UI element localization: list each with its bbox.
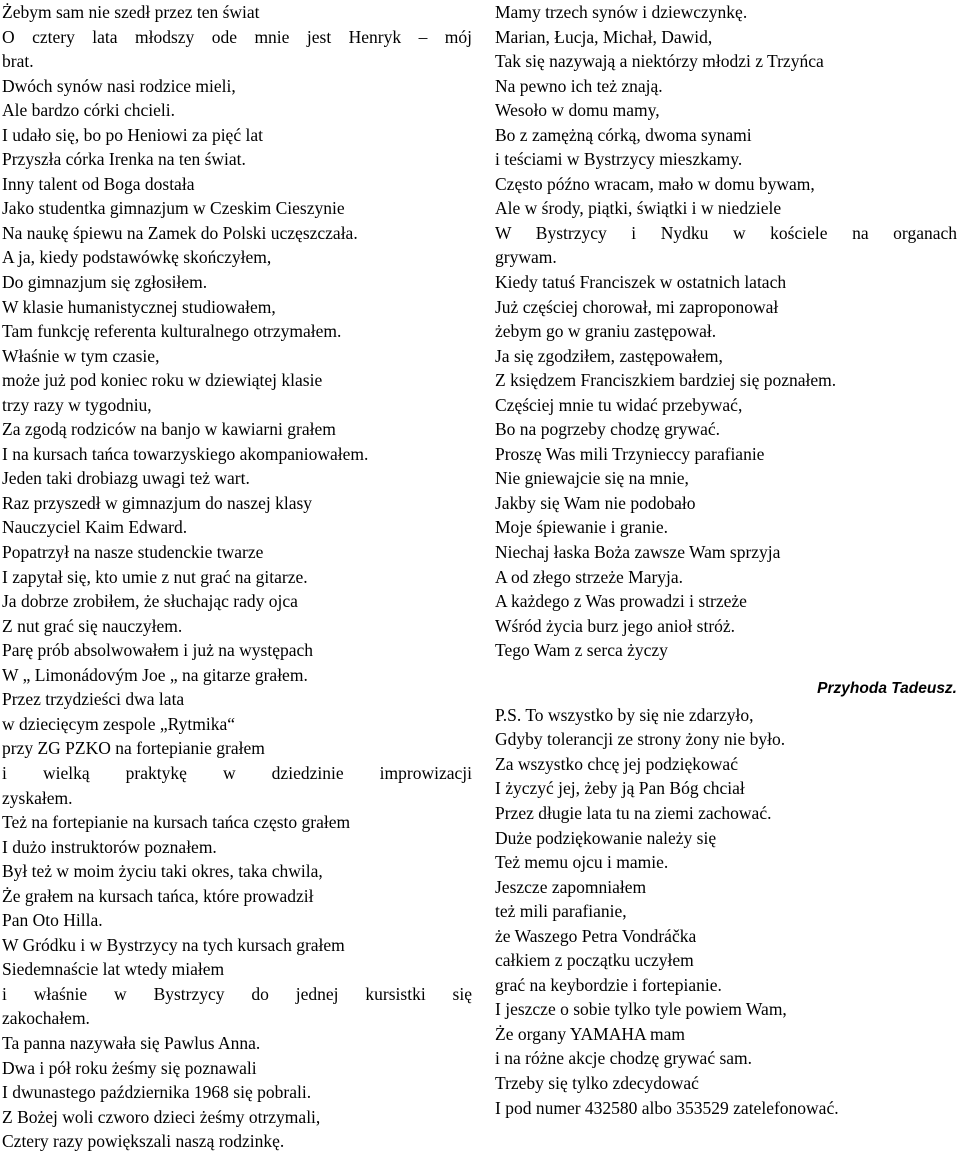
poem-line: Siedemnaście lat wtedy miałem	[2, 959, 225, 980]
poem-line: Też memu ojcu i mamie.	[495, 852, 669, 873]
poem-line: Też na fortepianie na kursach tańca często grałem	[2, 812, 351, 833]
poem-line: Wśród życia burz jego anioł stróż.	[495, 615, 736, 636]
poem-line: Dwóch synów nasi rodzice mieli,	[2, 75, 236, 96]
poem-line: Często późno wracam, mało w domu bywam,	[495, 173, 815, 194]
poem-line: W „ Limonádovým Joe „ na gitarze grałem.	[2, 664, 308, 685]
poem-line: Niechaj łaska Boża zawsze Wam sprzyja	[495, 542, 781, 563]
author-signature: Przyhoda Tadeusz.	[817, 679, 957, 697]
poem-line: zakochałem.	[2, 1008, 90, 1029]
poem-line: Jeden taki drobiazg uwagi też wart.	[2, 468, 250, 489]
poem-line: Jako studentka gimnazjum w Czeskim Cieszynie	[2, 198, 345, 219]
poem-line: Z nut grać się nauczyłem.	[2, 615, 183, 636]
poem-line: Mamy trzech synów i dziewczynkę.	[495, 2, 748, 22]
poem-line: Za zgodą rodziców na banjo w kawiarni grałem	[2, 419, 336, 440]
poem-line: Z Bożej woli czworo dzieci żeśmy otrzymali,	[2, 1106, 321, 1127]
poem-line: Duże podziękowanie należy się	[495, 827, 717, 848]
poem-line: P.S. To wszystko by się nie zdarzyło,	[495, 704, 754, 725]
poem-line: Gdyby tolerancji ze strony żony nie było.	[495, 729, 786, 750]
poem-line: Kiedy tatuś Franciszek w ostatnich latach	[495, 272, 787, 293]
poem-line: I dużo instruktorów poznałem.	[2, 836, 217, 857]
poem-line: Na pewno ich też znają.	[495, 75, 663, 96]
poem-line: Częściej mnie tu widać przebywać,	[495, 394, 743, 415]
poem-line: W Bystrzycy i Nydku w kościele na organach	[495, 222, 957, 243]
poem-line: całkiem z początku uczyłem	[495, 950, 694, 971]
poem-line: Proszę Was mili Trzynieccy parafianie	[495, 443, 765, 464]
poem-line: I pod numer 432580 albo 353529 zatelefonować.	[495, 1097, 839, 1118]
poem-line: W Gródku i w Bystrzycy na tych kursach grałem	[2, 934, 345, 955]
poem-left-column	[2, 0, 472, 1154]
poem-line: Ale bardzo córki chcieli.	[2, 100, 175, 121]
poem-line: Nie gniewajcie się na mnie,	[495, 468, 689, 489]
poem-line: Cztery razy powiększali naszą rodzinkę.	[2, 1131, 285, 1152]
poem-line: A ja, kiedy podstawówkę skończyłem,	[2, 247, 272, 268]
poem-line: Do gimnazjum się zgłosiłem.	[2, 272, 208, 293]
poem-line: Że organy YAMAHA mam	[495, 1023, 686, 1044]
poem-line: I zapytał się, kto umie z nut grać na gitarze.	[2, 566, 308, 587]
poem-line: O cztery lata młodszy ode mnie jest Henryk – mój	[2, 26, 472, 47]
poem-line: Parę prób absolwowałem i już na występach	[2, 640, 314, 661]
poem-line: Moje śpiewanie i granie.	[495, 517, 669, 538]
poem-line: Przez trzydzieści dwa lata	[2, 689, 185, 710]
poem-line: trzy razy w tygodniu,	[2, 394, 152, 415]
poem-line: Z księdzem Franciszkiem bardziej się poznałem.	[495, 370, 837, 391]
poem-line: grywam.	[495, 247, 557, 268]
poem-line: też mili parafianie,	[495, 901, 627, 922]
poem-line: W klasie humanistycznej studiowałem,	[2, 296, 276, 317]
poem-line: A od złego strzeże Maryja.	[495, 566, 684, 587]
poem-line: Już częściej chorował, mi zaproponował	[495, 296, 779, 317]
poem-line: Tego Wam z serca życzy	[495, 640, 668, 661]
poem-line: Nauczyciel Kaim Edward.	[2, 517, 188, 538]
poem-line: brat.	[2, 51, 34, 72]
poem-line: Jeszcze zapomniałem	[495, 876, 647, 897]
poem-right-top	[495, 0, 957, 663]
poem-line: Żebym sam nie szedł przez ten świat	[2, 2, 260, 22]
poem-line: zyskałem.	[2, 787, 73, 808]
poem-line: Był też w moim życiu taki okres, taka chwila,	[2, 861, 323, 882]
poem-line: w dziecięcym zespole „Rytmika“	[2, 713, 236, 734]
poem-line: Ja się zgodziłem, zastępowałem,	[495, 345, 723, 366]
poem-line: Tak się nazywają a niektórzy młodzi z Trzyńca	[495, 51, 824, 72]
poem-line: Przyszła córka Irenka na ten świat.	[2, 149, 246, 170]
poem-line: I na kursach tańca towarzyskiego akompaniowałem.	[2, 443, 369, 464]
poem-line: Popatrzył na nasze studenckie twarze	[2, 542, 264, 563]
poem-line: że Waszego Petra Vondráčka	[495, 925, 697, 946]
poem-line: Ja dobrze zrobiłem, że słuchając rady ojca	[2, 591, 298, 612]
poem-line: Ale w środy, piątki, świątki i w niedziele	[495, 198, 782, 219]
poem-line: Tam funkcję referenta kulturalnego otrzymałem.	[2, 321, 342, 342]
poem-line: I udało się, bo po Heniowi za pięć lat	[2, 124, 263, 145]
poem-line: Bo z zamężną córką, dwoma synami	[495, 124, 752, 145]
poem-line: I życzyć jej, żeby ją Pan Bóg chciał	[495, 778, 745, 799]
poem-line: może już pod koniec roku w dziewiątej klasie	[2, 370, 323, 391]
poem-line: Marian, Łucja, Michał, Dawid,	[495, 26, 713, 47]
postscript	[495, 703, 957, 1120]
poem-line: Pan Oto Hilla.	[2, 910, 103, 931]
poem-line: I jeszcze o sobie tylko tyle powiem Wam,	[495, 999, 787, 1020]
poem-line: Za wszystko chcę jej podziękować	[495, 753, 738, 774]
poem-line: grać na keybordzie i fortepianie.	[495, 974, 722, 995]
poem-line: Trzeby się tylko zdecydować	[495, 1072, 699, 1093]
poem-line: i teściami w Bystrzycy mieszkamy.	[495, 149, 743, 170]
poem-line: Bo na pogrzeby chodzę grywać.	[495, 419, 720, 440]
poem-line: Na naukę śpiewu na Zamek do Polski uczęszczała.	[2, 222, 358, 243]
poem-line: Właśnie w tym czasie,	[2, 345, 160, 366]
poem-line: I dwunastego października 1968 się pobrali.	[2, 1082, 312, 1103]
poem-line: przy ZG PZKO na fortepianie grałem	[2, 738, 265, 759]
poem-line: żebym go w graniu zastępował.	[495, 321, 717, 342]
poem-line: A każdego z Was prowadzi i strzeże	[495, 591, 747, 612]
poem-line: Jakby się Wam nie podobało	[495, 492, 696, 513]
poem-line: i wielką praktykę w dziedzinie improwizacji	[2, 762, 472, 783]
poem-line: Że grałem na kursach tańca, które prowadził	[2, 885, 314, 906]
poem-right-column	[495, 0, 957, 1120]
poem-line: Wesoło w domu mamy,	[495, 100, 660, 121]
poem-line: i właśnie w Bystrzycy do jednej kursistki się	[2, 983, 472, 1004]
poem-line: Dwa i pół roku żeśmy się poznawali	[2, 1057, 257, 1078]
poem-line: Przez długie lata tu na ziemi zachować.	[495, 802, 772, 823]
poem-line: Raz przyszedł w gimnazjum do naszej klasy	[2, 492, 313, 513]
spacer	[495, 663, 957, 675]
poem-line: i na różne akcje chodzę grywać sam.	[495, 1048, 753, 1069]
poem-line: Inny talent od Boga dostała	[2, 173, 195, 194]
poem-line: Ta panna nazywała się Pawlus Anna.	[2, 1032, 261, 1053]
